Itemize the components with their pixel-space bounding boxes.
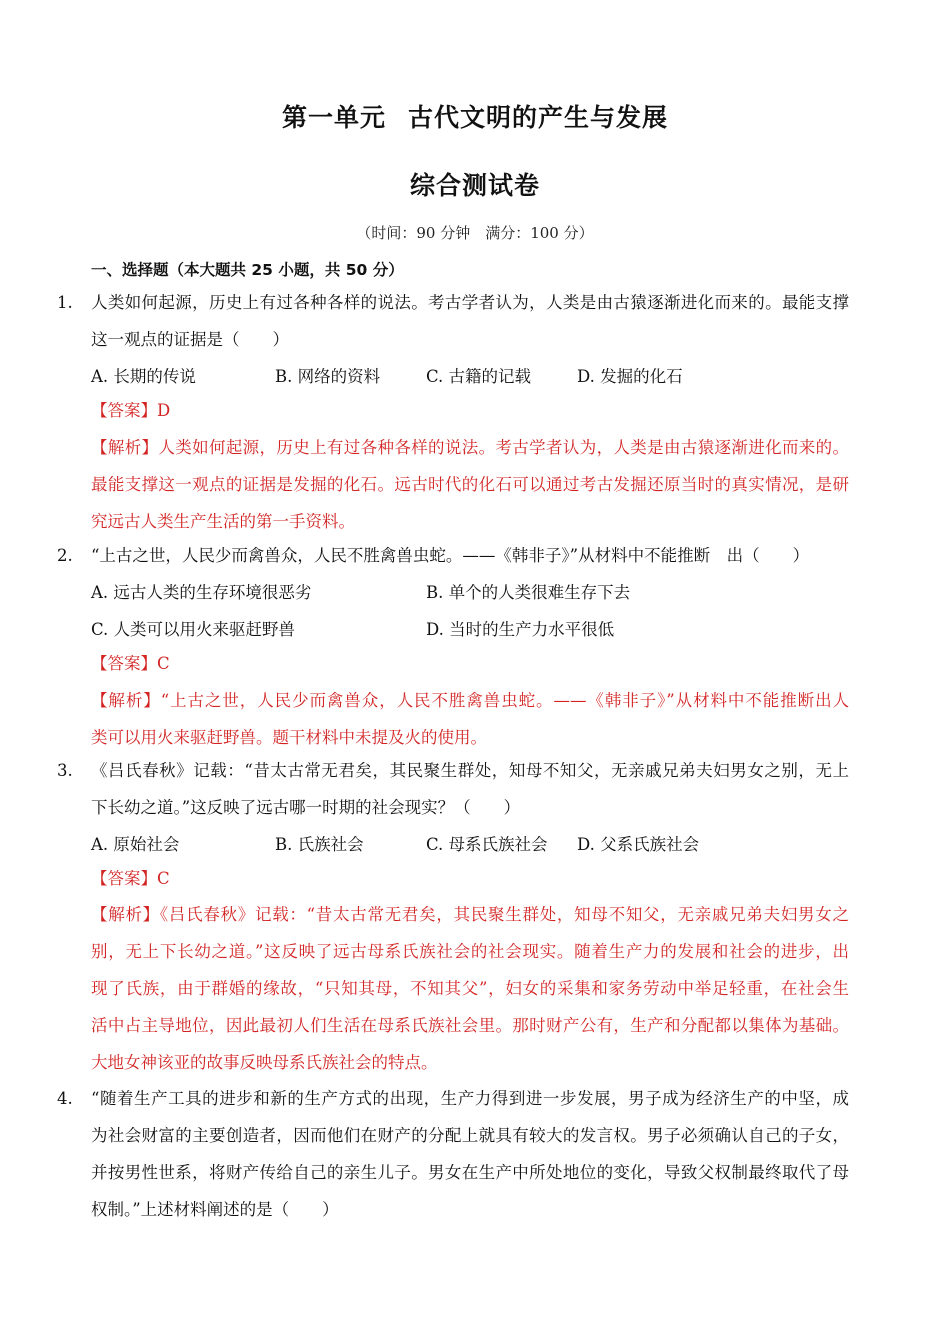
question-number: 4. (57, 1089, 73, 1108)
question-stem-line: 并按男性世系，将财产传给自己的亲生儿子。男女在生产中所处地位的变化，导致父权制最终取代了母 (91, 1163, 849, 1182)
question-3 (57, 752, 849, 863)
analysis-3 (91, 896, 849, 1081)
analysis-line: 【解析】“上古之世，人民少而禽兽众，人民不胜禽兽虫蛇。——《韩非子》”从材料中不能推断出人 (91, 691, 849, 710)
option-c: C. 古籍的记载 (426, 367, 532, 386)
question-4 (57, 1080, 849, 1228)
question-number: 3. (57, 761, 73, 780)
option-b: B. 网络的资料 (275, 367, 381, 386)
question-stem-line: 人类如何起源，历史上有过各种各样的说法。考古学者认为，人类是由古猿逐渐进化而来的。最能支撑 (91, 293, 849, 312)
option-b: B. 氏族社会 (275, 835, 364, 854)
question-stem-line: 《吕氏春秋》记载：“昔太古常无君矣，其民聚生群处，知母不知父，无亲戚兄弟夫妇男女之别，无上 (91, 761, 849, 780)
unit-name: 古代文明的产生与发展 (408, 103, 669, 132)
question-2 (57, 537, 849, 648)
question-stem-line: 下长幼之道。”这反映了远古哪一时期的社会现实？（ ） (91, 798, 521, 817)
analysis-line: 究远古人类生产生活的第一手资料。 (91, 512, 355, 531)
analysis-line: 活中占主导地位，因此最初人们生活在母系氏族社会里。那时财产公有，生产和分配都以集体为基础。 (91, 1016, 849, 1035)
question-stem-line: “随着生产工具的进步和新的生产方式的出现，生产力得到进一步发展，男子成为经济生产的中坚，成 (91, 1089, 849, 1108)
option-a: A. 远古人类的生存环境很恶劣 (91, 583, 312, 602)
option-d: D. 父系氏族社会 (577, 835, 700, 854)
section-heading: 一、选择题（本大题共 25 小题，共 50 分） (91, 261, 404, 279)
question-number: 2. (57, 546, 73, 565)
option-d: D. 当时的生产力水平很低 (426, 620, 615, 639)
options-row (91, 574, 849, 611)
question-stem-line: 权制。”上述材料阐述的是（ ） (91, 1200, 339, 1219)
test-subtitle: 综合测试卷 (409, 171, 540, 200)
exam-meta: （时间：90 分钟 满分：100 分） (356, 224, 594, 242)
question-stem-line: 这一观点的证据是（ ） (91, 330, 289, 349)
options-row (91, 358, 849, 395)
analysis-line: 大地女神该亚的故事反映母系氏族社会的特点。 (91, 1053, 438, 1072)
option-b: B. 单个的人类很难生存下去 (426, 583, 631, 602)
analysis-line: 别，无上下长幼之道。”这反映了远古母系氏族社会的社会现实。随着生产力的发展和社会的进步，出 (91, 942, 849, 961)
answer-2: 【答案】C (91, 654, 170, 673)
option-a: A. 长期的传说 (91, 367, 196, 386)
analysis-2 (91, 682, 849, 756)
analysis-1 (91, 429, 849, 540)
question-stem-line: 为社会财富的主要创造者，因而他们在财产的分配上就具有较大的发言权。男子必须确认自己的子女， (91, 1126, 849, 1145)
analysis-line: 【解析】人类如何起源，历史上有过各种各样的说法。考古学者认为，人类是由古猿逐渐进化而来的。 (91, 438, 849, 457)
unit-label: 第一单元 (281, 103, 386, 132)
question-number: 1. (57, 293, 73, 312)
option-d: D. 发掘的化石 (577, 367, 683, 386)
analysis-line: 类可以用火来驱赶野兽。题干材料中未提及火的使用。 (91, 728, 487, 747)
answer-3: 【答案】C (91, 869, 170, 888)
question-stem-line: “上古之世，人民少而禽兽众，人民不胜禽兽虫蛇。——《韩非子》”从材料中不能推断 出（ ） (91, 546, 810, 565)
option-c: C. 人类可以用火来驱赶野兽 (91, 620, 296, 639)
unit-title (0, 98, 950, 134)
analysis-line: 最能支撑这一观点的证据是发掘的化石。远古时代的化石可以通过考古发掘还原当时的真实情况，是研 (91, 475, 849, 494)
option-a: A. 原始社会 (91, 835, 180, 854)
analysis-line: 【解析】《吕氏春秋》记载：“昔太古常无君矣，其民聚生群处，知母不知父，无亲戚兄弟夫妇男女之 (91, 905, 849, 924)
options-row (91, 826, 849, 863)
options-row (91, 611, 849, 648)
answer-1: 【答案】D (91, 401, 171, 420)
option-c: C. 母系氏族社会 (426, 835, 548, 854)
analysis-line: 现了氏族，由于群婚的缘故，“只知其母，不知其父”，妇女的采集和家务劳动中举足轻重，在社会生 (91, 979, 849, 998)
question-1 (57, 284, 849, 395)
